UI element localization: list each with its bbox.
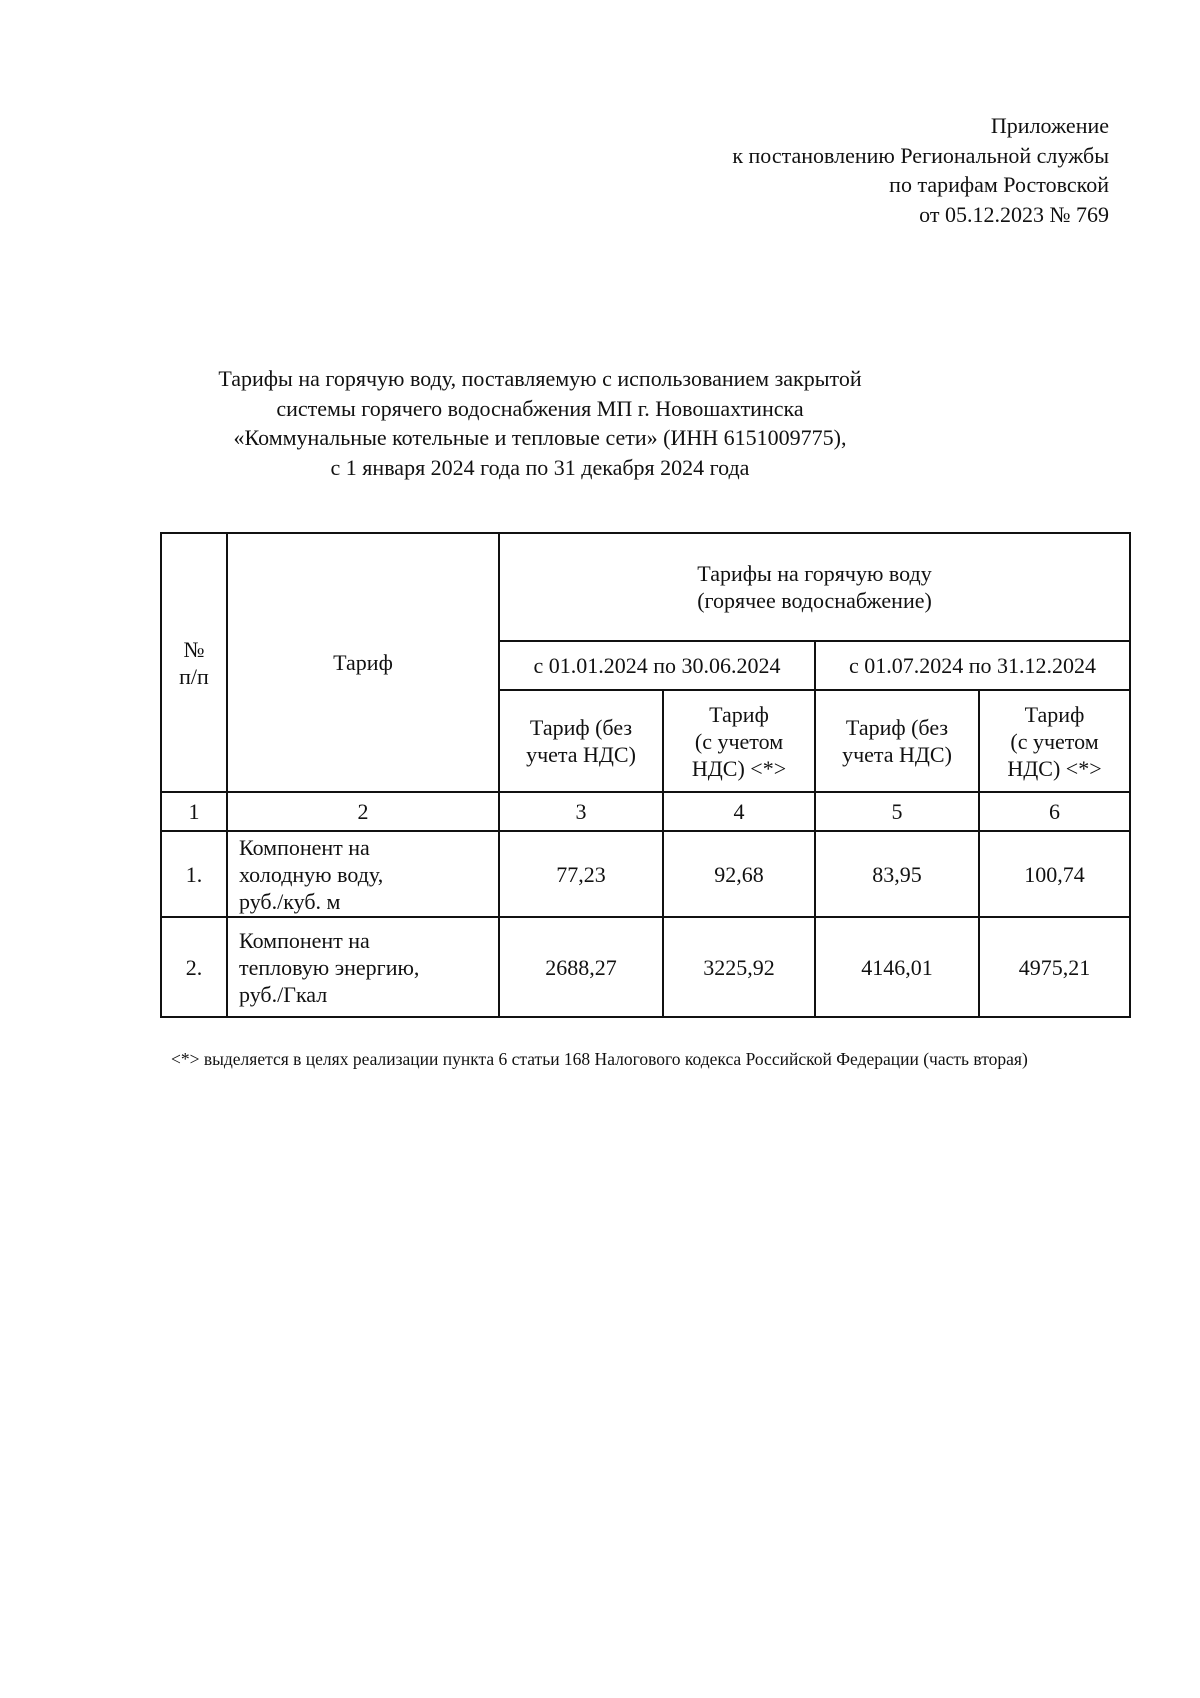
title-line: Тарифы на горячую воду, поставляемую с использованием закрытой xyxy=(218,366,862,391)
footnote: <*> выделяется в целях реализации пункта 6 статьи 168 Налогового кодекса Российской Федерации (часть вторая) xyxy=(171,1049,1028,1069)
header-row xyxy=(161,533,1130,641)
column-number: 3 xyxy=(499,792,663,831)
table-row xyxy=(161,831,1130,917)
tariff-value: 77,23 xyxy=(499,831,663,917)
row-name-line3: руб./куб. м xyxy=(239,888,341,914)
row-number: 2. xyxy=(161,917,227,1017)
tariff-value: 4146,01 xyxy=(815,917,979,1017)
period-header: с 01.01.2024 по 30.06.2024 xyxy=(499,641,815,690)
column-number-row xyxy=(161,792,1130,831)
row-name-line3: руб./Гкал xyxy=(239,981,328,1007)
vat-line3: НДС) <*> xyxy=(691,755,787,781)
row-name-line2: холодную воду, xyxy=(239,861,384,887)
vat-line3: НДС) <*> xyxy=(1007,755,1102,781)
no-vat-line2: учета НДС) xyxy=(842,742,952,767)
column-number: 4 xyxy=(663,792,815,831)
vat-line2: (с учетом xyxy=(694,728,784,754)
tariff-value: 3225,92 xyxy=(663,917,815,1017)
no-vat-line1: Тариф (без xyxy=(529,715,633,740)
row-name-line2: тепловую энергию, xyxy=(239,954,420,980)
row-name-line1: Компонент на xyxy=(239,927,370,953)
document-title xyxy=(160,364,920,482)
vat-header xyxy=(979,690,1130,792)
no-vat-header xyxy=(815,690,979,792)
tariff-table xyxy=(160,532,1131,1018)
appendix-line: по тарифам Ростовской xyxy=(889,172,1109,197)
group-header-line1: Тарифы на горячую воду xyxy=(697,561,932,586)
no-vat-line2: учета НДС) xyxy=(526,742,636,767)
tariff-value: 4975,21 xyxy=(979,917,1130,1017)
vat-line1: Тариф xyxy=(709,701,769,727)
tariff-header: Тариф xyxy=(227,533,499,792)
vat-line1: Тариф xyxy=(1024,701,1085,727)
number-header xyxy=(161,533,227,792)
title-line: с 1 января 2024 года по 31 декабря 2024 года xyxy=(330,454,750,480)
title-line: системы горячего водоснабжения МП г. Новошахтинска xyxy=(276,395,804,421)
group-header xyxy=(499,533,1130,641)
tariff-value: 92,68 xyxy=(663,831,815,917)
row-name xyxy=(227,831,499,917)
column-number: 5 xyxy=(815,792,979,831)
no-vat-line1: Тариф (без xyxy=(845,715,949,740)
tariff-value: 2688,27 xyxy=(499,917,663,1017)
row-number: 1. xyxy=(161,831,227,917)
column-number: 2 xyxy=(227,792,499,831)
number-header-line1: № xyxy=(183,636,205,662)
title-line: «Коммунальные котельные и тепловые сети» (ИНН 6151009775), xyxy=(233,425,847,450)
vat-line2: (с учетом xyxy=(1010,728,1099,754)
row-name xyxy=(227,917,499,1017)
appendix-block xyxy=(732,111,1109,229)
appendix-line: от 05.12.2023 № 769 xyxy=(919,201,1109,227)
tariff-value: 83,95 xyxy=(815,831,979,917)
appendix-line: к постановлению Региональной службы xyxy=(732,142,1109,168)
appendix-line: Приложение xyxy=(990,113,1109,138)
tariff-value: 100,74 xyxy=(979,831,1130,917)
period-header: с 01.07.2024 по 31.12.2024 xyxy=(815,641,1130,690)
no-vat-header xyxy=(499,690,663,792)
vat-header xyxy=(663,690,815,792)
number-header-line2: п/п xyxy=(179,663,209,689)
table-row xyxy=(161,917,1130,1017)
column-number: 6 xyxy=(979,792,1130,831)
row-name-line1: Компонент на xyxy=(239,834,370,860)
group-header-line2: (горячее водоснабжение) xyxy=(697,588,932,613)
column-number: 1 xyxy=(161,792,227,831)
